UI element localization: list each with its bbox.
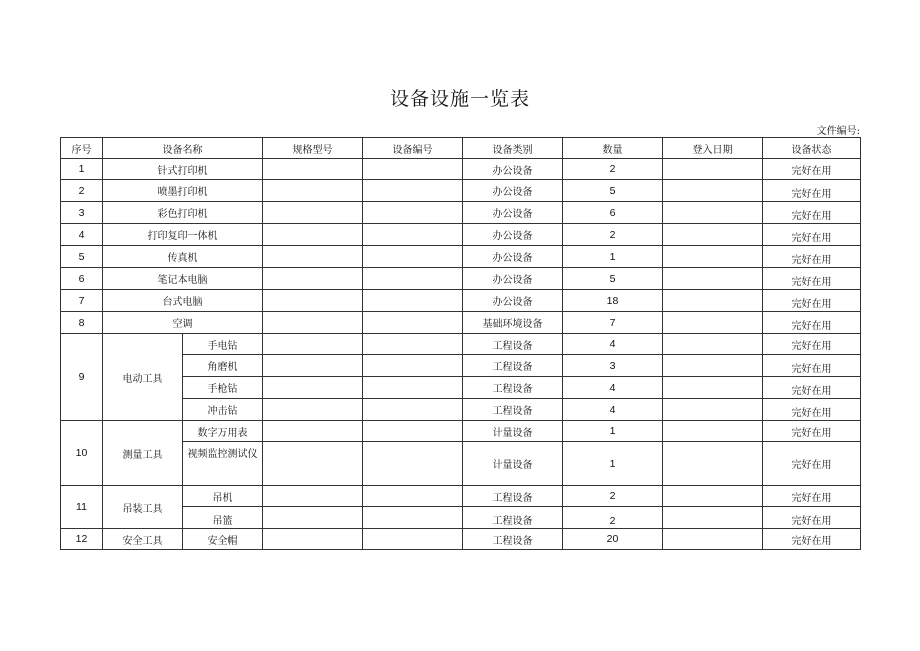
row-qty: 1 xyxy=(563,442,663,486)
row-spec xyxy=(263,421,363,442)
row-qty: 5 xyxy=(563,268,663,290)
row-qty: 2 xyxy=(563,159,663,180)
row-qty: 1 xyxy=(563,421,663,442)
row-name: 笔记本电脑 xyxy=(103,268,263,290)
row-spec xyxy=(263,399,363,421)
row-code xyxy=(363,180,463,202)
table-row xyxy=(61,312,861,334)
row-spec xyxy=(263,442,363,486)
row-category: 工程设备 xyxy=(463,334,563,355)
row-code xyxy=(363,486,463,507)
row-spec xyxy=(263,312,363,334)
row-code xyxy=(363,377,463,399)
row-qty: 2 xyxy=(563,224,663,246)
item-name: 吊机 xyxy=(183,486,263,507)
row-category: 办公设备 xyxy=(463,224,563,246)
row-code xyxy=(363,290,463,312)
table-row xyxy=(61,529,861,550)
item-name: 冲击钻 xyxy=(183,399,263,421)
row-date xyxy=(663,529,763,550)
row-seq: 1 xyxy=(61,159,103,180)
row-qty: 4 xyxy=(563,399,663,421)
row-status: 完好在用 xyxy=(763,159,861,180)
row-date xyxy=(663,507,763,529)
row-qty: 1 xyxy=(563,246,663,268)
row-status: 完好在用 xyxy=(763,224,861,246)
row-seq: 5 xyxy=(61,246,103,268)
row-date xyxy=(663,202,763,224)
row-code xyxy=(363,421,463,442)
row-date xyxy=(663,268,763,290)
row-date xyxy=(663,246,763,268)
header-date: 登入日期 xyxy=(663,138,763,159)
row-code xyxy=(363,529,463,550)
group-seq: 11 xyxy=(61,486,103,529)
row-name: 彩色打印机 xyxy=(103,202,263,224)
row-status: 完好在用 xyxy=(763,202,861,224)
table-row xyxy=(61,180,861,202)
row-spec xyxy=(263,486,363,507)
group-name: 吊装工具 xyxy=(103,486,183,529)
table-row xyxy=(61,246,861,268)
table-header-row xyxy=(61,138,861,159)
row-seq: 2 xyxy=(61,180,103,202)
row-date xyxy=(663,399,763,421)
row-date xyxy=(663,421,763,442)
table-row xyxy=(61,486,861,507)
row-spec xyxy=(263,246,363,268)
header-qty: 数量 xyxy=(563,138,663,159)
row-status: 完好在用 xyxy=(763,180,861,202)
header-name: 设备名称 xyxy=(103,138,263,159)
table-row xyxy=(61,421,861,442)
row-status: 完好在用 xyxy=(763,290,861,312)
row-seq: 3 xyxy=(61,202,103,224)
table-row xyxy=(61,224,861,246)
group-seq: 9 xyxy=(61,334,103,421)
row-date xyxy=(663,377,763,399)
row-qty: 2 xyxy=(563,507,663,529)
row-spec xyxy=(263,507,363,529)
row-date xyxy=(663,442,763,486)
header-code: 设备编号 xyxy=(363,138,463,159)
row-date xyxy=(663,355,763,377)
row-category: 办公设备 xyxy=(463,268,563,290)
row-code xyxy=(363,246,463,268)
row-spec xyxy=(263,377,363,399)
table-row xyxy=(61,202,861,224)
row-status: 完好在用 xyxy=(763,399,861,421)
equipment-table xyxy=(60,137,861,550)
row-code xyxy=(363,159,463,180)
row-status: 完好在用 xyxy=(763,312,861,334)
row-spec xyxy=(263,268,363,290)
row-status: 完好在用 xyxy=(763,421,861,442)
row-name: 空调 xyxy=(103,312,263,334)
row-spec xyxy=(263,529,363,550)
group-name: 测量工具 xyxy=(103,421,183,486)
row-name: 传真机 xyxy=(103,246,263,268)
row-category: 工程设备 xyxy=(463,355,563,377)
row-date xyxy=(663,224,763,246)
file-number-label: 文件编号: xyxy=(816,126,860,137)
table-row xyxy=(61,159,861,180)
row-qty: 18 xyxy=(563,290,663,312)
row-status: 完好在用 xyxy=(763,507,861,529)
row-spec xyxy=(263,334,363,355)
row-qty: 2 xyxy=(563,486,663,507)
row-code xyxy=(363,507,463,529)
row-spec xyxy=(263,159,363,180)
item-name: 吊篮 xyxy=(183,507,263,529)
row-category: 办公设备 xyxy=(463,290,563,312)
row-code xyxy=(363,399,463,421)
row-date xyxy=(663,159,763,180)
row-date xyxy=(663,486,763,507)
row-qty: 3 xyxy=(563,355,663,377)
row-name: 台式电脑 xyxy=(103,290,263,312)
row-code xyxy=(363,312,463,334)
group-seq: 12 xyxy=(61,529,103,550)
row-status: 完好在用 xyxy=(763,529,861,550)
row-category: 计量设备 xyxy=(463,421,563,442)
header-seq: 序号 xyxy=(61,138,103,159)
row-status: 完好在用 xyxy=(763,268,861,290)
row-code xyxy=(363,268,463,290)
row-spec xyxy=(263,202,363,224)
row-category: 基础环境设备 xyxy=(463,312,563,334)
row-category: 计量设备 xyxy=(463,442,563,486)
row-category: 办公设备 xyxy=(463,246,563,268)
row-spec xyxy=(263,224,363,246)
group-name: 电动工具 xyxy=(103,334,183,421)
row-code xyxy=(363,334,463,355)
item-name: 数字万用表 xyxy=(183,421,263,442)
row-status: 完好在用 xyxy=(763,355,861,377)
group-seq: 10 xyxy=(61,421,103,486)
row-spec xyxy=(263,355,363,377)
item-name: 角磨机 xyxy=(183,355,263,377)
group-name: 安全工具 xyxy=(103,529,183,550)
row-seq: 8 xyxy=(61,312,103,334)
row-name: 针式打印机 xyxy=(103,159,263,180)
row-category: 办公设备 xyxy=(463,202,563,224)
item-name: 手电钻 xyxy=(183,334,263,355)
table-row xyxy=(61,290,861,312)
row-spec xyxy=(263,290,363,312)
row-category: 工程设备 xyxy=(463,529,563,550)
row-status: 完好在用 xyxy=(763,246,861,268)
row-category: 办公设备 xyxy=(463,180,563,202)
row-category: 工程设备 xyxy=(463,486,563,507)
item-name: 视频监控测试仪 xyxy=(183,442,263,486)
row-category: 工程设备 xyxy=(463,399,563,421)
row-date xyxy=(663,312,763,334)
row-seq: 6 xyxy=(61,268,103,290)
row-qty: 20 xyxy=(563,529,663,550)
row-qty: 4 xyxy=(563,334,663,355)
row-spec xyxy=(263,180,363,202)
header-spec: 规格型号 xyxy=(263,138,363,159)
row-category: 办公设备 xyxy=(463,159,563,180)
row-code xyxy=(363,442,463,486)
document-title: 设备设施一览表 xyxy=(389,88,530,110)
row-seq: 4 xyxy=(61,224,103,246)
row-qty: 7 xyxy=(563,312,663,334)
row-date xyxy=(663,334,763,355)
row-qty: 4 xyxy=(563,377,663,399)
item-name: 手枪钻 xyxy=(183,377,263,399)
item-name: 安全帽 xyxy=(183,529,263,550)
table-row xyxy=(61,334,861,355)
row-name: 喷墨打印机 xyxy=(103,180,263,202)
row-qty: 6 xyxy=(563,202,663,224)
row-code xyxy=(363,224,463,246)
row-status: 完好在用 xyxy=(763,486,861,507)
row-date xyxy=(663,290,763,312)
row-seq: 7 xyxy=(61,290,103,312)
row-status: 完好在用 xyxy=(763,377,861,399)
row-qty: 5 xyxy=(563,180,663,202)
header-status: 设备状态 xyxy=(763,138,861,159)
table-row xyxy=(61,268,861,290)
header-category: 设备类别 xyxy=(463,138,563,159)
row-category: 工程设备 xyxy=(463,377,563,399)
row-status: 完好在用 xyxy=(763,334,861,355)
row-code xyxy=(363,202,463,224)
row-status: 完好在用 xyxy=(763,442,861,486)
row-code xyxy=(363,355,463,377)
row-date xyxy=(663,180,763,202)
row-name: 打印复印一体机 xyxy=(103,224,263,246)
row-category: 工程设备 xyxy=(463,507,563,529)
